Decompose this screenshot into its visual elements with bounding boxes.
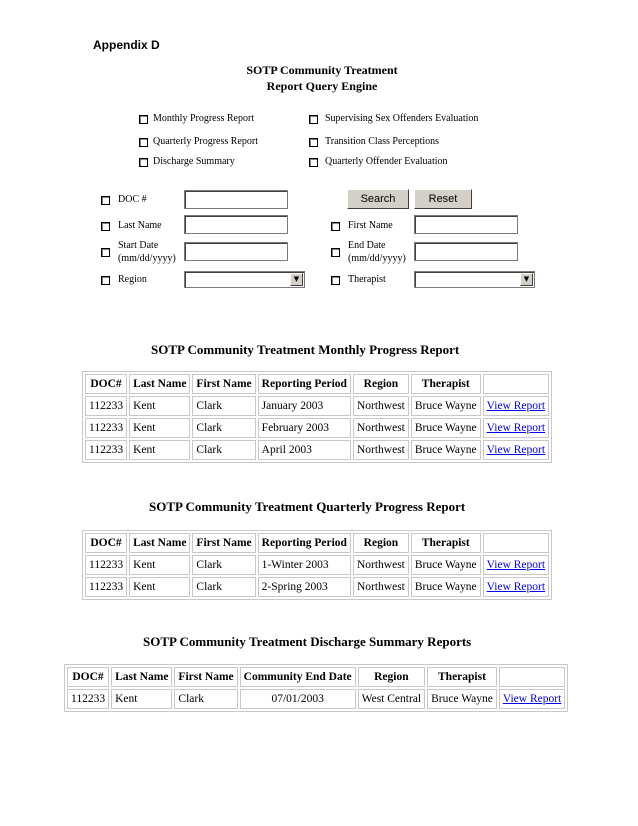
period-cell: 1-Winter 2003	[258, 555, 351, 575]
column-header: DOC#	[85, 374, 127, 394]
first-name-checkbox[interactable]	[331, 222, 340, 231]
region-cell: West Central	[358, 689, 425, 709]
first-name-label: First Name	[348, 220, 393, 231]
doc-checkbox[interactable]	[101, 196, 110, 205]
region-select[interactable]	[184, 271, 305, 288]
dropdown-arrow-icon[interactable]: ▼	[520, 273, 533, 286]
view-report-cell	[499, 689, 565, 709]
region-cell: Northwest	[353, 577, 409, 597]
view-report-cell	[483, 440, 549, 460]
transition-class-label: Transition Class Perceptions	[325, 136, 440, 147]
quarterly-report-table	[82, 530, 552, 600]
table-row	[85, 577, 549, 597]
end-date-checkbox[interactable]	[331, 248, 340, 257]
supervising-evaluation-label: Supervising Sex Offenders Evaluation	[325, 113, 479, 124]
doc-cell: 112233	[67, 689, 109, 709]
table-row	[85, 440, 549, 460]
discharge-summary-label: Discharge Summary	[153, 156, 235, 167]
view-report-link[interactable]: View Report	[486, 422, 546, 434]
view-report-cell	[483, 555, 549, 575]
first-name-cell: Clark	[192, 440, 255, 460]
supervising-evaluation-checkbox[interactable]	[309, 115, 318, 124]
doc-cell: 112233	[85, 440, 127, 460]
period-cell: 2-Spring 2003	[258, 577, 351, 597]
view-report-link[interactable]: View Report	[502, 693, 562, 705]
transition-class-checkbox[interactable]	[309, 138, 318, 147]
table-row	[67, 689, 565, 709]
start-date-input[interactable]	[184, 242, 288, 261]
region-cell: Northwest	[353, 440, 409, 460]
monthly-progress-label: Monthly Progress Report	[153, 113, 255, 124]
region-cell: Northwest	[353, 396, 409, 416]
view-report-link[interactable]: View Report	[486, 400, 546, 412]
view-report-link[interactable]: View Report	[486, 444, 546, 456]
therapist-cell: Bruce Wayne	[411, 418, 481, 438]
quarterly-report-title: SOTP Community Treatment Quarterly Progress Report	[149, 499, 466, 514]
doc-cell: 112233	[85, 418, 127, 438]
appendix-label: Appendix D	[93, 38, 160, 52]
monthly-progress-checkbox[interactable]	[139, 115, 148, 124]
start-date-label: Start Date	[118, 240, 159, 251]
quarterly-offender-checkbox[interactable]	[309, 158, 318, 167]
query-engine-title: SOTP Community Treatment	[246, 63, 398, 77]
table-row	[85, 555, 549, 575]
view-report-cell	[483, 396, 549, 416]
last-name-cell: Kent	[129, 440, 190, 460]
last-name-input[interactable]	[184, 215, 288, 234]
column-header: Therapist	[411, 374, 481, 394]
column-header: Therapist	[427, 667, 497, 687]
period-cell: February 2003	[258, 418, 351, 438]
column-header: DOC#	[67, 667, 109, 687]
view-report-cell	[483, 418, 549, 438]
column-header: Last Name	[129, 533, 190, 553]
discharge-summary-checkbox[interactable]	[139, 158, 148, 167]
column-header: First Name	[192, 374, 255, 394]
therapist-cell: Bruce Wayne	[411, 440, 481, 460]
quarterly-offender-label: Quarterly Offender Evaluation	[325, 156, 448, 167]
region-label: Region	[118, 274, 147, 285]
column-header-empty	[499, 667, 565, 687]
monthly-report-title: SOTP Community Treatment Monthly Progress Report	[151, 342, 460, 357]
column-header: Last Name	[111, 667, 172, 687]
column-header: Reporting Period	[258, 374, 351, 394]
therapist-select[interactable]	[414, 271, 535, 288]
doc-label: DOC #	[118, 194, 147, 205]
end-date-label: End Date	[348, 240, 386, 251]
doc-cell: 112233	[85, 396, 127, 416]
view-report-cell	[483, 577, 549, 597]
column-header: DOC#	[85, 533, 127, 553]
doc-input[interactable]	[184, 190, 288, 209]
start-date-format: (mm/dd/yyyy)	[118, 253, 176, 264]
therapist-checkbox[interactable]	[331, 276, 340, 285]
end-date-cell: 07/01/2003	[240, 689, 356, 709]
last-name-cell: Kent	[129, 396, 190, 416]
monthly-report-table	[82, 371, 552, 463]
column-header: Region	[353, 533, 409, 553]
last-name-cell: Kent	[111, 689, 172, 709]
first-name-cell: Clark	[192, 396, 255, 416]
quarterly-progress-label: Quarterly Progress Report	[153, 136, 258, 147]
column-header: Community End Date	[240, 667, 356, 687]
search-button[interactable]: Search	[347, 189, 409, 209]
end-date-input[interactable]	[414, 242, 518, 261]
table-row	[85, 418, 549, 438]
column-header: First Name	[192, 533, 255, 553]
doc-cell: 112233	[85, 577, 127, 597]
last-name-checkbox[interactable]	[101, 222, 110, 231]
column-header: Region	[353, 374, 409, 394]
column-header: Region	[358, 667, 425, 687]
end-date-format: (mm/dd/yyyy)	[348, 253, 406, 264]
therapist-cell: Bruce Wayne	[411, 396, 481, 416]
last-name-cell: Kent	[129, 577, 190, 597]
column-header-empty	[483, 374, 549, 394]
column-header: Last Name	[129, 374, 190, 394]
last-name-label: Last Name	[118, 220, 162, 231]
table-header-row	[85, 533, 549, 553]
table-header-row	[85, 374, 549, 394]
first-name-cell: Clark	[192, 418, 255, 438]
reset-button[interactable]: Reset	[414, 189, 472, 209]
therapist-cell: Bruce Wayne	[411, 555, 481, 575]
table-row	[85, 396, 549, 416]
view-report-link[interactable]: View Report	[486, 581, 546, 593]
column-header-empty	[483, 533, 549, 553]
table-header-row	[67, 667, 565, 687]
column-header: Reporting Period	[258, 533, 351, 553]
period-cell: January 2003	[258, 396, 351, 416]
discharge-report-table	[64, 664, 568, 712]
start-date-checkbox[interactable]	[101, 248, 110, 257]
column-header: Therapist	[411, 533, 481, 553]
therapist-label: Therapist	[348, 274, 386, 285]
column-header: First Name	[174, 667, 237, 687]
first-name-input[interactable]	[414, 215, 518, 234]
period-cell: April 2003	[258, 440, 351, 460]
view-report-link[interactable]: View Report	[486, 559, 546, 571]
first-name-cell: Clark	[192, 555, 255, 575]
therapist-cell: Bruce Wayne	[411, 577, 481, 597]
therapist-cell: Bruce Wayne	[427, 689, 497, 709]
quarterly-progress-checkbox[interactable]	[139, 138, 148, 147]
query-engine-subtitle: Report Query Engine	[266, 79, 378, 93]
region-checkbox[interactable]	[101, 276, 110, 285]
region-cell: Northwest	[353, 418, 409, 438]
last-name-cell: Kent	[129, 555, 190, 575]
doc-cell: 112233	[85, 555, 127, 575]
last-name-cell: Kent	[129, 418, 190, 438]
region-cell: Northwest	[353, 555, 409, 575]
discharge-report-title: SOTP Community Treatment Discharge Summary Reports	[143, 634, 472, 649]
first-name-cell: Clark	[174, 689, 237, 709]
dropdown-arrow-icon[interactable]: ▼	[290, 273, 303, 286]
first-name-cell: Clark	[192, 577, 255, 597]
